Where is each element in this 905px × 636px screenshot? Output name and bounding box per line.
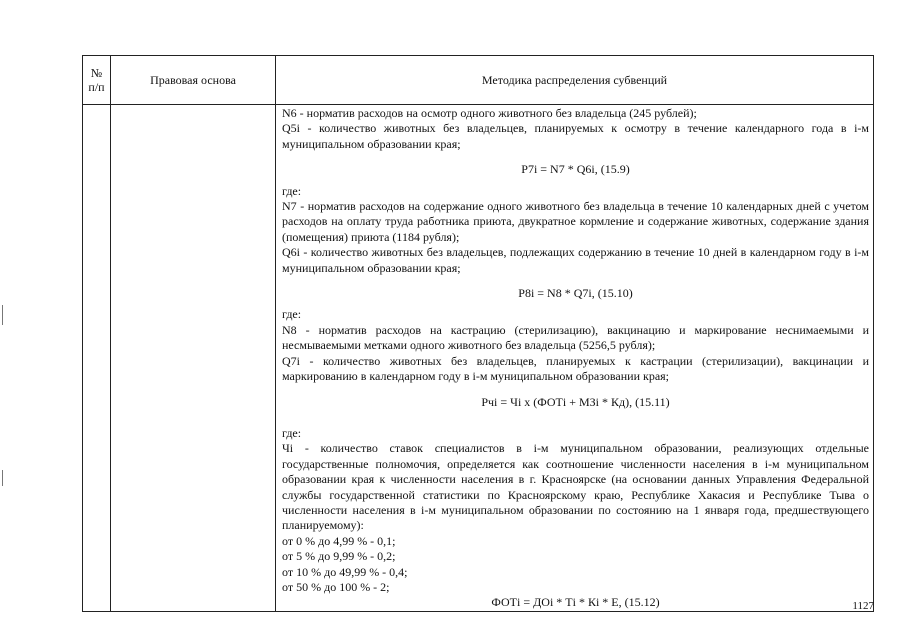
header-number-line1: №	[90, 66, 103, 80]
formula-15-11: Рчi = Чi x (ФОТi + МЗi * Кд), (15.11)	[481, 394, 670, 409]
range-item: от 50 % до 100 % - 2;	[282, 579, 390, 594]
subsidy-distribution-table	[82, 55, 874, 612]
text-n8: N8 - норматив расходов на кастрацию (стерилизацию), вакцинацию и маркирование неснимаемыми и несмываемыми метками одного животного без владельца (5256,5 рубля);	[282, 322, 869, 353]
text-q5i: Q5i - количество животных без владельцев, планируемых к осмотру в течение календарного года в i-м муниципальном образовании края;	[282, 121, 869, 151]
table-row	[83, 105, 874, 612]
cell-methodology	[276, 105, 874, 612]
text-q6i: Q6i - количество животных без владельцев, подлежащих содержанию в течение 10 дней в календарном году в i-м муниципальном образовании края;	[282, 245, 869, 275]
text-n6: N6 - норматив расходов на осмотр одного животного без владельца (245 рублей);	[282, 106, 697, 120]
formula-15-9: P7i = N7 * Q6i, (15.9)	[521, 162, 630, 177]
header-legal-basis: Правовая основа	[111, 56, 276, 105]
header-number	[83, 56, 111, 105]
range-item: от 0 % до 4,99 % - 0,1;	[282, 533, 396, 548]
cell-number	[83, 105, 111, 612]
text-chi: Чi - количество ставок специалистов в i-м муниципальном образовании, реализующих отдельные государственные полномочия, определяется как соотношение численности населения в i-м муниципальном образовании края к численности населения в г. Красноярске (на основании данных Управления Федеральной службы государственной статистики по Красноярскому краю, Республике Хакасия и Республике Тыва о численности населения в i-м муниципальном образовании по состоянию на 1 января года, предшествующего планируемому):	[282, 441, 869, 533]
table-header-row	[83, 56, 874, 105]
where-label: где:	[282, 425, 302, 440]
text-n7: N7 - норматив расходов на содержание одного животного без владельца в течение 10 календарных дней с учетом расходов на оплату труда работника приюта, двукратное кормление и содержание животных, содержание здания (помещения) приюта (1184 рубля);	[282, 199, 869, 244]
where-label: где:	[282, 183, 302, 198]
scan-mark	[2, 470, 3, 486]
header-number-line2: п/п	[88, 80, 105, 94]
cell-legal-basis	[111, 105, 276, 612]
page-number: 1127	[852, 600, 874, 612]
formula-15-12: ФОТi = ДОi * Тi * Кi * Е, (15.12)	[491, 595, 660, 610]
header-methodology: Методика распределения субвенций	[276, 56, 874, 105]
where-label: где:	[282, 307, 302, 322]
scan-mark	[2, 305, 3, 325]
range-item: от 10 % до 49,99 % - 0,4;	[282, 564, 408, 579]
text-q7i: Q7i - количество животных без владельцев, планируемых к кастрации (стерилизации), вакцинации и маркированию в календарном году в i-м муниципальном образовании края;	[282, 353, 869, 384]
formula-15-10: P8i = N8 * Q7i, (15.10)	[518, 286, 633, 301]
range-item: от 5 % до 9,99 % - 0,2;	[282, 549, 396, 564]
